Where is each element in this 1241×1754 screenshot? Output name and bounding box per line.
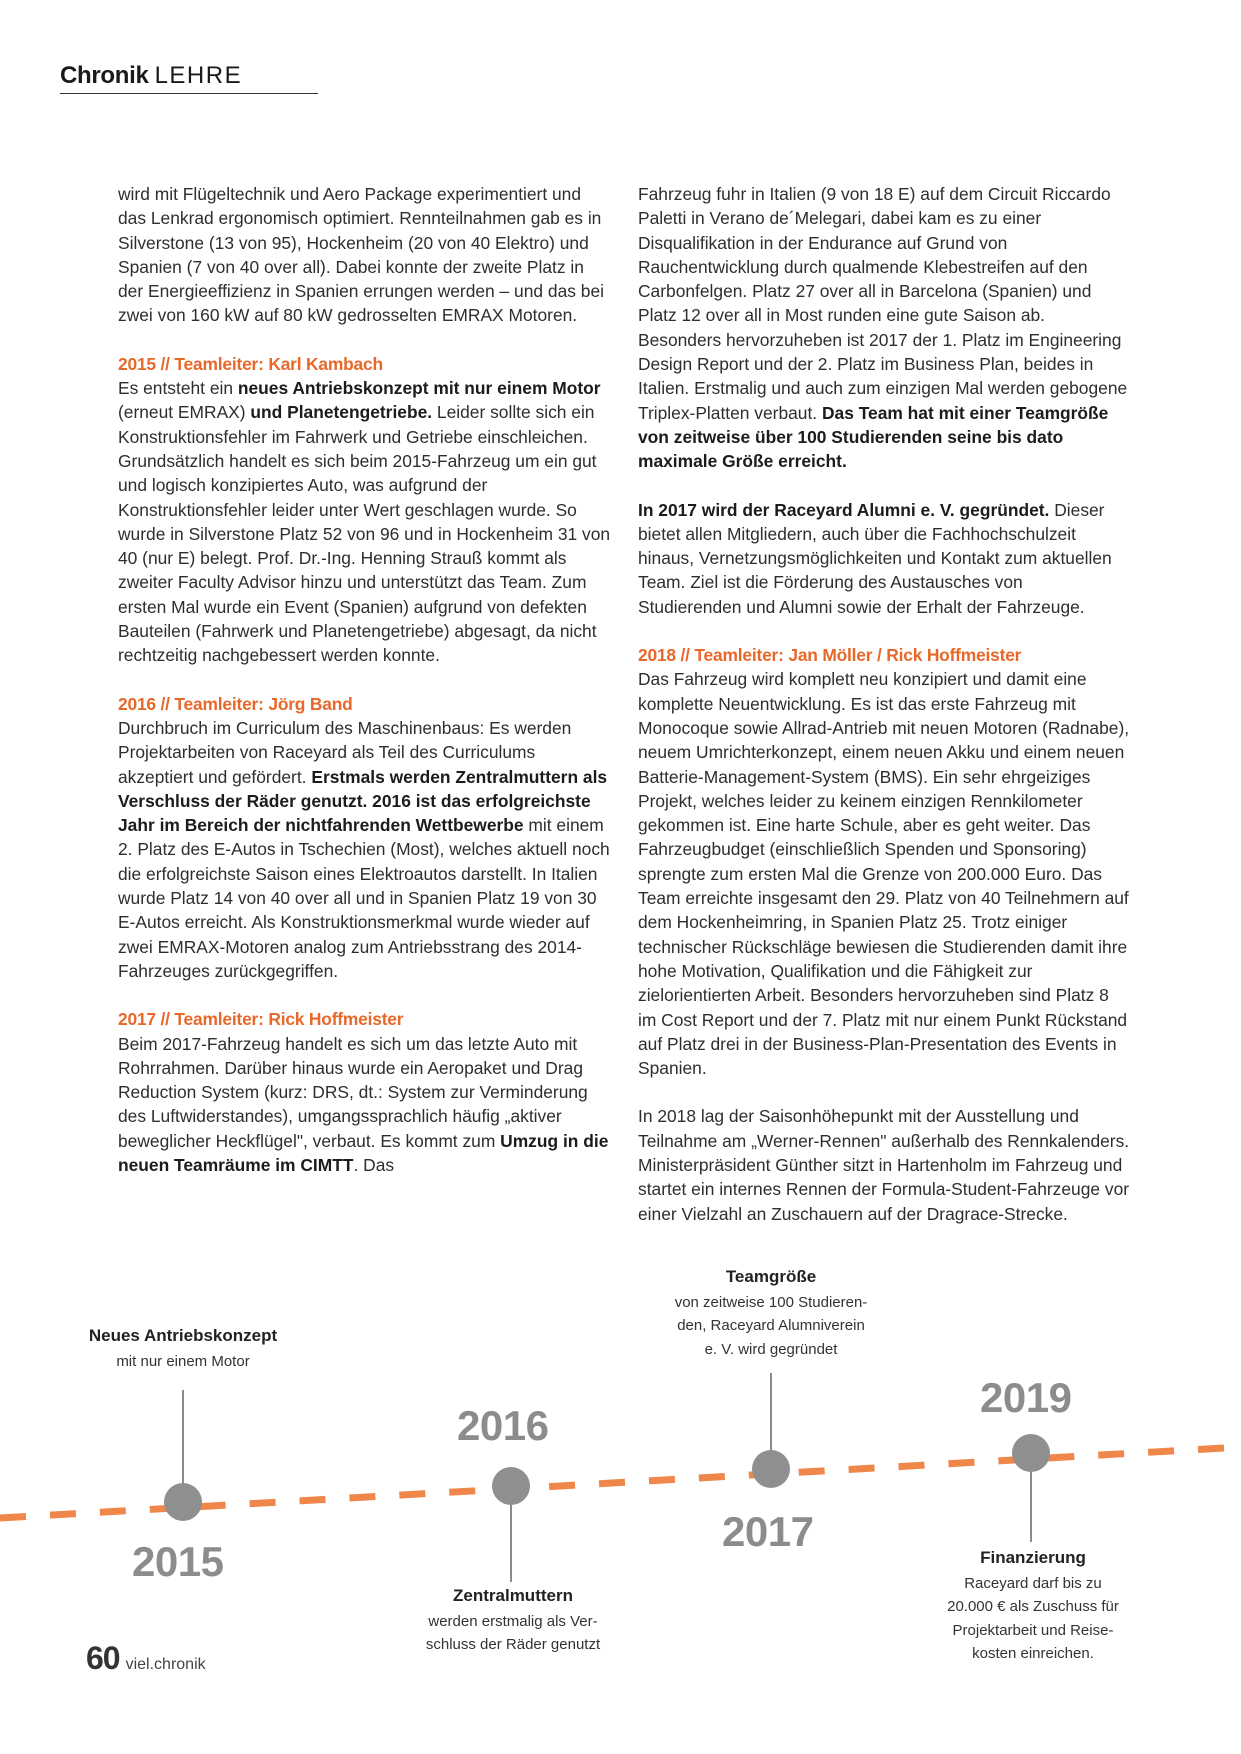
heading-2016: 2016 // Teamleiter: Jörg Band [118,693,353,714]
milestone-2015-title: Neues Antriebskonzept [88,1326,278,1345]
milestone-2017-text-3: e. V. wird gegründet [704,1340,838,1358]
section-subtitle: LEHRE [154,62,243,89]
year-2016: 2016 [457,1402,549,1449]
milestone-2019-text-3: Projektarbeit und Reise- [952,1621,1114,1639]
dot-2019 [1012,1434,1050,1472]
year-2017: 2017 [722,1508,814,1555]
paragraph-2018-highlight: In 2018 lag der Saisonhöhepunkt mit der Ausstellung und Teilnahme am „Werner-Rennen" außerhalb des Rennkalenders. Ministerpräsident Günther sitzt in Hartenholm im Fahrzeug und startet ein internes Rennen der Formula-Student-Fahrzeuge vor einer Vielzahl an Zuschauern auf der Dragrace-Strecke. [638,1106,1130,1224]
paragraph-2015: Es entsteht ein neues Antriebskonzept mit nur einem Motor (erneut EMRAX) und Planetengetriebe. Leider sollte sich ein Konstruktionsfehler im Fahrwerk und Getriebe einschleichen. Grundsätzlich handelt es sich beim 2015-Fahrzeug um ein gut und logisch konzipiertes Auto, was aufgrund der Konstruktionsfehler leider unter Wert geschlagen wurde. So wurde in Silverstone Platz 52 von 96 und in Hockenheim 31 von 40 (nur E) belegt. Prof. Dr.-Ing. Henning Strauß kommt als zweiter Faculty Advisor hinzu und unterstützt das Team. Zum ersten Mal wurde ein Event (Spanien) aufgrund von defekten Bauteilen (Fahrwerk und Planetengetriebe) abgesagt, da nicht rechtzeitig nachgebessert werden konnte. [118,378,611,666]
left-column [118,182,612,1177]
milestone-2016-text-1: werden erstmalig als Ver- [428,1612,598,1630]
dot-2015 [164,1483,202,1521]
right-column [638,182,1130,1226]
milestone-2019-text-4: kosten einreichen. [972,1645,1094,1662]
page-number: 60 [86,1640,120,1676]
milestone-2016-text-2: schluss der Räder genutzt [425,1636,601,1653]
year-2015: 2015 [132,1538,224,1585]
dot-2016 [492,1467,530,1505]
milestone-2017-text-1: von zeitweise 100 Studieren- [674,1293,868,1311]
milestone-2016-title: Zentralmuttern [453,1586,573,1605]
page-header [60,62,318,94]
paragraph-2016: Durchbruch im Curriculum des Maschinenbaus: Es werden Projektarbeiten von Raceyard als Teil des Curriculums akzeptiert und gefördert. Erstmals werden Zentralmuttern als Verschluss der Räder genutzt. 2016 ist das erfolgreichste Jahr im Bereich der nichtfahrenden Wettbewerbe mit einem 2. Platz des E-Autos in Tschechien (Most), welches aktuell noch die erfolgreichste Saison eines Elektroautos darstellt. In Italien wurde Platz 14 von 40 over all und in Spanien Platz 19 von 30 E-Autos erreicht. Als Konstruktionsmerkmal wurde wieder auf zwei EMRAX-Motoren analog zum Antriebsstrang des 2014-Fahrzeuges zurückgegriffen. [118,717,610,981]
milestone-2016 [395,1584,631,1657]
paragraph-2017-cont: Fahrzeug fuhr in Italien (9 von 18 E) auf dem Circuit Riccardo Paletti in Verano de´Melegari, dabei kam es zu einer Disqualifikation in der Endurance auf Grund von Rauchentwicklung durch qualmende Klebestreifen auf den Carbonfelgen. Platz 27 over all in Barcelona (Spanien) und Platz 12 over all in Most runden eine gute Saison ab. Besonders hervorzuheben ist 2017 der 1. Platz im Engineering Design Report und der 2. Platz im Business Plan, beides in Italien. Erstmalig und auch zum einzigen Mal werden gebogene Triplex-Platten verbaut. Das Team hat mit einer Teamgröße von zeitweise über 100 Studierenden seine bis dato maximale Größe erreicht. [638,184,1128,472]
milestone-2017-text-2: den, Raceyard Alumniverein [677,1317,865,1334]
milestone-2019-text-2: 20.000 € als Zuschuss für [947,1598,1119,1615]
heading-2018: 2018 // Teamleiter: Jan Möller / Rick Hoffmeister [638,645,1022,666]
paragraph-2018: Das Fahrzeug wird komplett neu konzipiert und damit eine komplette Neuentwicklung. Es ist das erste Fahrzeug mit Monocoque sowie Allrad-Antrieb mit neuen Motoren (Radnabe), neuem Umrichterkonzept, einem neuen Akku und einem neuen Batterie-Management-System (BMS). Ein sehr ehrgeiziges Projekt, welches leider zu keinem einzigen Rennkilometer gekommen ist. Eine harte Schule, aber es geht weiter. Das Fahrzeugbudget (einschließlich Spenden und Sponsoring) sprengte zum ersten Mal die Grenze von 200.000 Euro. Das Team erreichte insgesamt den 29. Platz von 40 Teilnehmern auf dem Hockenheimring, in Spanien Platz 25. Trotz einiger technischer Rückschläge bewiesen die Studierenden damit ihre hohe Motivation, Qualifikation und die Fähigkeit zur zielorientierten Arbeit. Besonders hervorzuheben sind Platz 8 im Cost Report und der 7. Platz mit nur einem Punkt Rückstand auf Platz drei in der Business-Plan-Presentation des Events in Spanien. [638,669,1130,1079]
paragraph-intro: wird mit Flügeltechnik und Aero Package experimentiert und das Lenkrad ergonomisch optimiert. Rennteilnahmen gab es in Silverstone (13 von 95), Hockenheim (20 von 40 Elektro) und Spanien (7 von 40 over all). Dabei konnte der zweite Platz in der Energieeffizienz in Spanien errungen werden – und das bei zwei von 160 kW auf 80 kW gedrosselten EMRAX Motoren. [118,184,604,326]
heading-2015: 2015 // Teamleiter: Karl Kambach [118,353,383,374]
milestone-2015-text: mit nur einem Motor [116,1352,250,1370]
milestone-2017 [648,1265,894,1361]
milestone-2017-title: Teamgröße [725,1267,817,1286]
dot-2017 [752,1450,790,1488]
publication-name: viel.chronik [125,1656,206,1673]
milestone-2019-text-1: Raceyard darf bis zu [964,1574,1102,1592]
paragraph-alumni: In 2017 wird der Raceyard Alumni e. V. gegründet. Dieser bietet allen Mitgliedern, auch über die Fachhochschulzeit hinaus, Vernetzungsmöglichkeiten und Kontakt zum aktuellen Team. Ziel ist die Förderung des Austausches von Studierenden und Alumni sowie der Erhalt der Fahrzeuge. [638,499,1112,617]
year-2019: 2019 [980,1374,1072,1421]
page-footer [86,1640,206,1677]
milestone-2019-title: Finanzierung [980,1548,1086,1567]
section-title: Chronik [60,62,149,89]
paragraph-2017: Beim 2017-Fahrzeug handelt es sich um das letzte Auto mit Rohrrahmen. Darüber hinaus wurde ein Aeropaket und Drag Reduction System (kurz: DRS, dt.: System zur Verminderung des Luftwiderstandes), umgangssprachlich häufig „aktiver beweglicher Heckflügel", verbaut. Es kommt zum Umzug in die neuen Teamräume im CIMTT. Das [118,1033,609,1175]
milestone-2019 [918,1546,1148,1666]
milestone-2015 [58,1324,308,1373]
heading-2017: 2017 // Teamleiter: Rick Hoffmeister [118,1009,404,1030]
